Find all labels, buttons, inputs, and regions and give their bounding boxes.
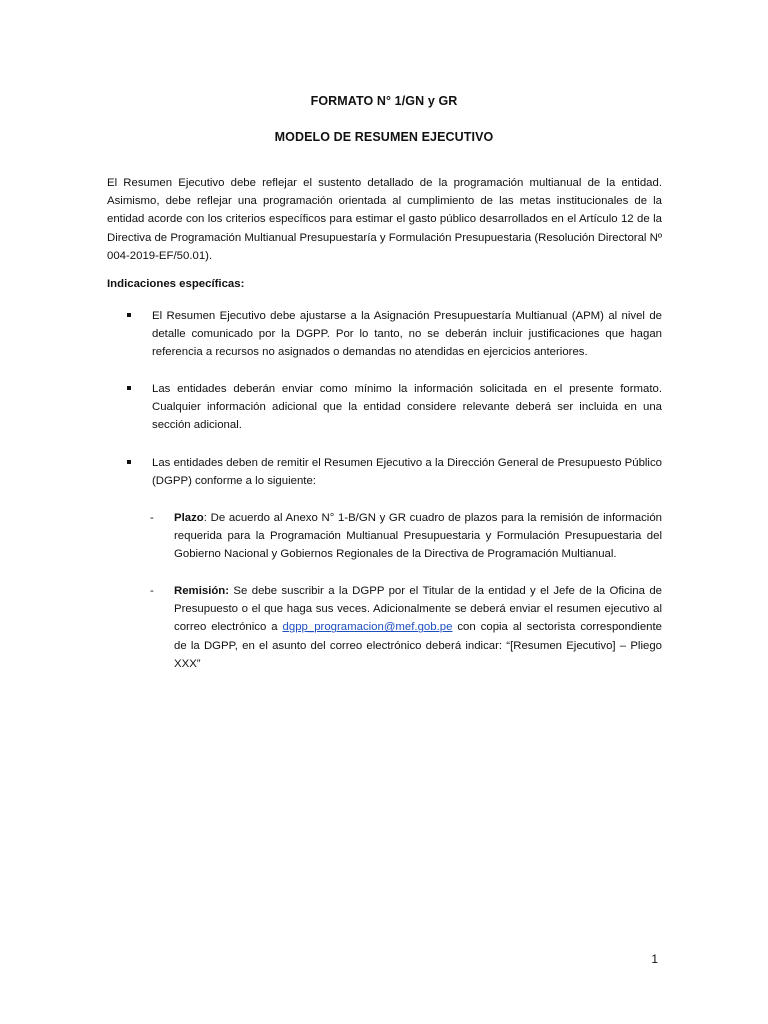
bullet-text-1: El Resumen Ejecutivo debe ajustarse a la Asignación Presupuestaría Multianual (APM) al nivel de detalle comunicado por la DGPP. Por lo tanto, no se deberán incluir justificaciones que hagan referencia a recursos no asignados o demandas no atendidas en ejercicios anteriores. — [152, 310, 662, 359]
subitem-remision-body-before: Se debe suscribir a la DGPP por el Titular de la entidad y el Jefe de la Oficina de Presupuesto o el que haga sus veces. Adicionalmente se deberá enviar el resumen ejecutivo al correo electrónico a — [174, 585, 662, 634]
page-number: 1 — [651, 952, 658, 966]
subitem-remision-body-after: con copia al sectorista correspondiente de la DGPP, en el asunto del correo electrónico deberá indicar: “[Resumen Ejecutivo] – Pliego XXX” — [174, 621, 663, 670]
dash-marker: - — [150, 512, 154, 524]
subitem-remision — [150, 582, 662, 673]
dash-marker: - — [150, 585, 154, 597]
subitem-remision-lead: Remisión: — [174, 585, 230, 597]
square-bullet-icon — [127, 313, 131, 317]
subitem-plazo-body: : De acuerdo al Anexo N° 1-B/GN y GR cuadro de plazos para la remisión de información requerida para la Programación Multianual Presupuestaria y Formulación Presupuestaria del Gobierno Nacional y Gobiernos Regionales de la Directiva de Programación Multianual. — [174, 512, 662, 561]
document-title: FORMATO N° 1/GN y GR — [310, 94, 458, 108]
bullet-text-3: Las entidades deben de remitir el Resumen Ejecutivo a la Dirección General de Presupuesto Público (DGPP) conforme a lo siguiente: — [152, 457, 662, 488]
square-bullet-icon — [127, 386, 131, 390]
bullet-item-1 — [127, 307, 662, 362]
bullet-item-2 — [127, 380, 662, 435]
bullet-text-2: Las entidades deberán enviar como mínimo la información solicitada en el presente formato. Cualquier información adicional que la entidad considere relevante deberá ser incluida en una sección adicional. — [152, 383, 662, 432]
specific-indications-heading: Indicaciones específicas: — [107, 278, 245, 290]
square-bullet-icon — [127, 460, 131, 464]
subitem-plazo-lead: Plazo — [174, 512, 204, 524]
email-link[interactable]: dgpp_programacion@mef.gob.pe — [282, 621, 453, 634]
subitem-remision-text — [174, 582, 662, 673]
bullet-item-3 — [127, 454, 662, 490]
subitem-plazo — [150, 509, 662, 564]
intro-paragraph: El Resumen Ejecutivo debe reflejar el sustento detallado de la programación multianual de la entidad. Asimismo, debe reflejar una programación orientada al cumplimiento de las metas institucionales de la entidad acorde con los criterios específicos para estimar el gasto público desarrollados en el Artículo 12 de la Directiva de Programación Multianual Presupuestaría y Formulación Presupuestaria (Resolución Directoral Nº 004-2019-EF/50.01). — [107, 177, 662, 262]
document-subtitle: MODELO DE RESUMEN EJECUTIVO — [274, 130, 494, 144]
subitem-plazo-text — [174, 509, 662, 564]
